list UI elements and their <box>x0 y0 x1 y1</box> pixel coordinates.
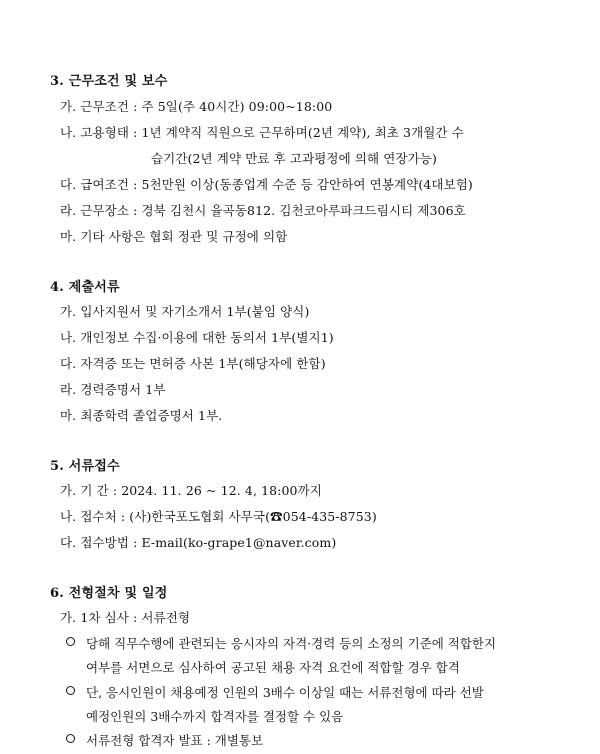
employment-type-line: 나. 고용형태 : 1년 계약직 직원으로 근무하며(2년 계약), 최초 3개월간 수 <box>60 125 464 140</box>
bullet-continuation: 여부를 서면으로 심사하여 공고된 채용 자격 요건에 적합할 경우 합격 <box>86 660 460 675</box>
section-title-documents: 4. 제출서류 <box>50 280 120 295</box>
section-title-submission: 5. 서류접수 <box>50 459 120 474</box>
circle-bullet-icon <box>66 637 75 646</box>
bullet-continuation: 예정인원의 3배수까지 합격자를 결정할 수 있음 <box>86 709 344 724</box>
submission-office-line: 나. 접수처 : (사)한국포도협회 사무국(☎054-435-8753) <box>60 509 377 524</box>
section-title-work-conditions: 3. 근무조건 및 보수 <box>50 74 168 89</box>
work-hours-line: 가. 근무조건 : 주 5일(주 40시간) 09:00~18:00 <box>60 99 333 114</box>
circle-bullet-icon <box>66 686 75 695</box>
bullet-text: 서류전형 합격자 발표 : 개별통보 <box>86 733 264 748</box>
document-item: 나. 개인정보 수집·이용에 대한 동의서 1부(별지1) <box>60 330 334 345</box>
salary-line: 다. 급여조건 : 5천만원 이상(동종업계 수준 등 감안하여 연봉계약(4대보험) <box>60 177 473 192</box>
bullet-text: 당해 직무수행에 관련되는 응시자의 자격·경력 등의 소정의 기준에 적합한지 <box>86 636 497 651</box>
document-item: 라. 경력증명서 1부 <box>60 382 166 397</box>
other-matters-line: 마. 기타 사항은 협회 정관 및 규정에 의함 <box>60 229 288 244</box>
submission-method-line: 다. 접수방법 : E-mail(ko-grape1@naver.com) <box>60 535 337 550</box>
document-item: 가. 입사지원서 및 자기소개서 1부(붙임 양식) <box>60 304 310 319</box>
circle-bullet-icon <box>66 734 75 743</box>
document-item: 다. 자격증 또는 면허증 사본 1부(해당자에 한함) <box>60 356 326 371</box>
section-title-selection: 6. 전형절차 및 일정 <box>50 586 168 601</box>
employment-type-continuation: 습기간(2년 계약 만료 후 고과평정에 의해 연장가능) <box>151 151 437 166</box>
bullet-text: 단, 응시인원이 채용예정 인원의 3배수 이상일 때는 서류전형에 따라 선발 <box>86 685 484 700</box>
work-location-line: 라. 근무장소 : 경북 김천시 율곡동812. 김천코아루파크드림시티 제306호 <box>60 203 466 218</box>
first-screening-line: 가. 1차 심사 : 서류전형 <box>60 610 191 625</box>
submission-period-line: 가. 기 간 : 2024. 11. 26 ~ 12. 4, 18:00까지 <box>60 483 322 498</box>
document-item: 마. 최종학력 졸업증명서 1부. <box>60 408 223 423</box>
